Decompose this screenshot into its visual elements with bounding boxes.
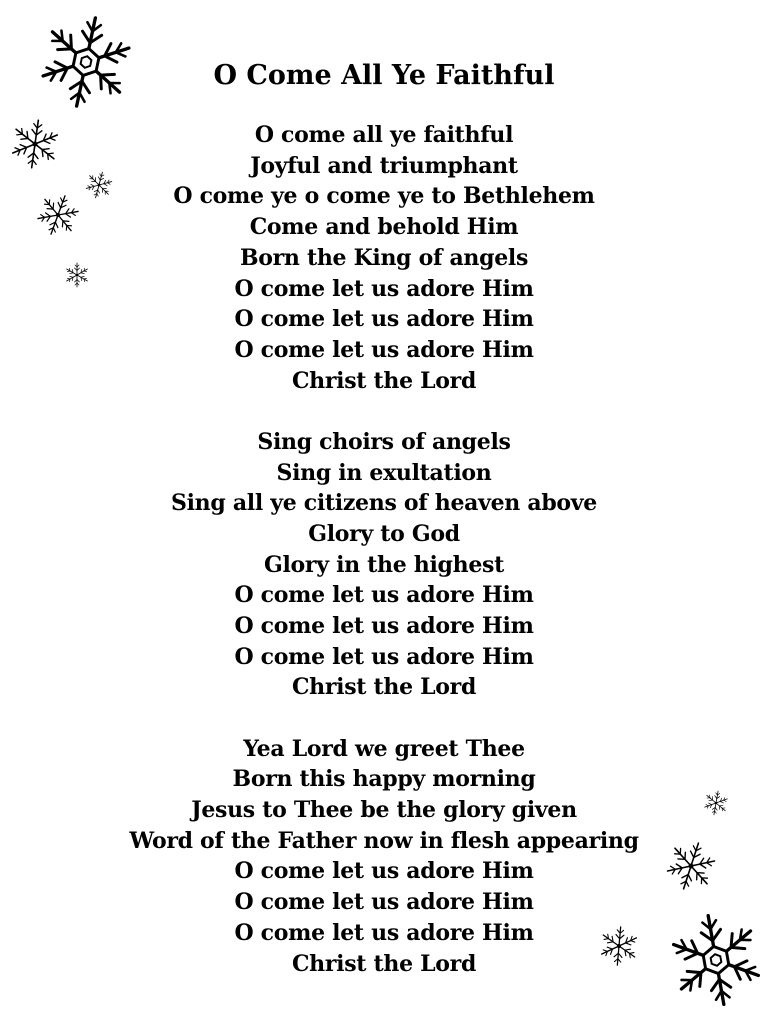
lyric-line: Born this happy morning xyxy=(232,766,536,793)
lyric-line: Glory in the highest xyxy=(264,551,504,578)
lyric-line: O come all ye faithful xyxy=(254,122,514,148)
lyric-line: Sing in exultation xyxy=(276,459,492,486)
lyric-line: Yea Lord we greet Thee xyxy=(243,735,525,762)
lyric-line: O come let us adore Him xyxy=(234,336,534,363)
lyric-line: Jesus to Thee be the glory given xyxy=(191,797,577,824)
lyric-line: O come let us adore Him xyxy=(234,858,534,885)
verse-1 xyxy=(0,120,768,396)
lyric-line: Born the King of angels xyxy=(239,244,529,271)
verse-3 xyxy=(0,734,768,980)
lyric-line: Come and behold Him xyxy=(249,214,519,241)
lyric-line: Joyful and triumphant xyxy=(250,152,518,179)
lyric-line: O come let us adore Him xyxy=(234,889,534,916)
lyric-line: Word of the Father now in flesh appearing xyxy=(129,827,639,854)
lyric-line: O come let us adore Him xyxy=(234,306,534,333)
lyric-line: O come let us adore Him xyxy=(234,613,534,640)
lyric-line: O come let us adore Him xyxy=(234,275,534,302)
lyric-line: Sing all ye citizens of heaven above xyxy=(171,490,597,517)
lyric-line: Glory to God xyxy=(308,520,460,547)
page-title: O Come All Ye Faithful xyxy=(213,60,555,91)
lyric-line: O come ye o come ye to Bethlehem xyxy=(173,183,595,210)
lyric-line: Christ the Lord xyxy=(291,950,477,977)
lyric-line: Christ the Lord xyxy=(291,367,477,394)
lyric-line: O come let us adore Him xyxy=(234,643,534,670)
verse-2 xyxy=(0,427,768,703)
lyric-line: Christ the Lord xyxy=(291,674,477,701)
lyric-line: O come let us adore Him xyxy=(234,582,534,609)
lyric-line: Sing choirs of angels xyxy=(257,428,511,455)
lyrics xyxy=(0,120,768,1010)
lyric-line: O come let us adore Him xyxy=(234,919,534,946)
